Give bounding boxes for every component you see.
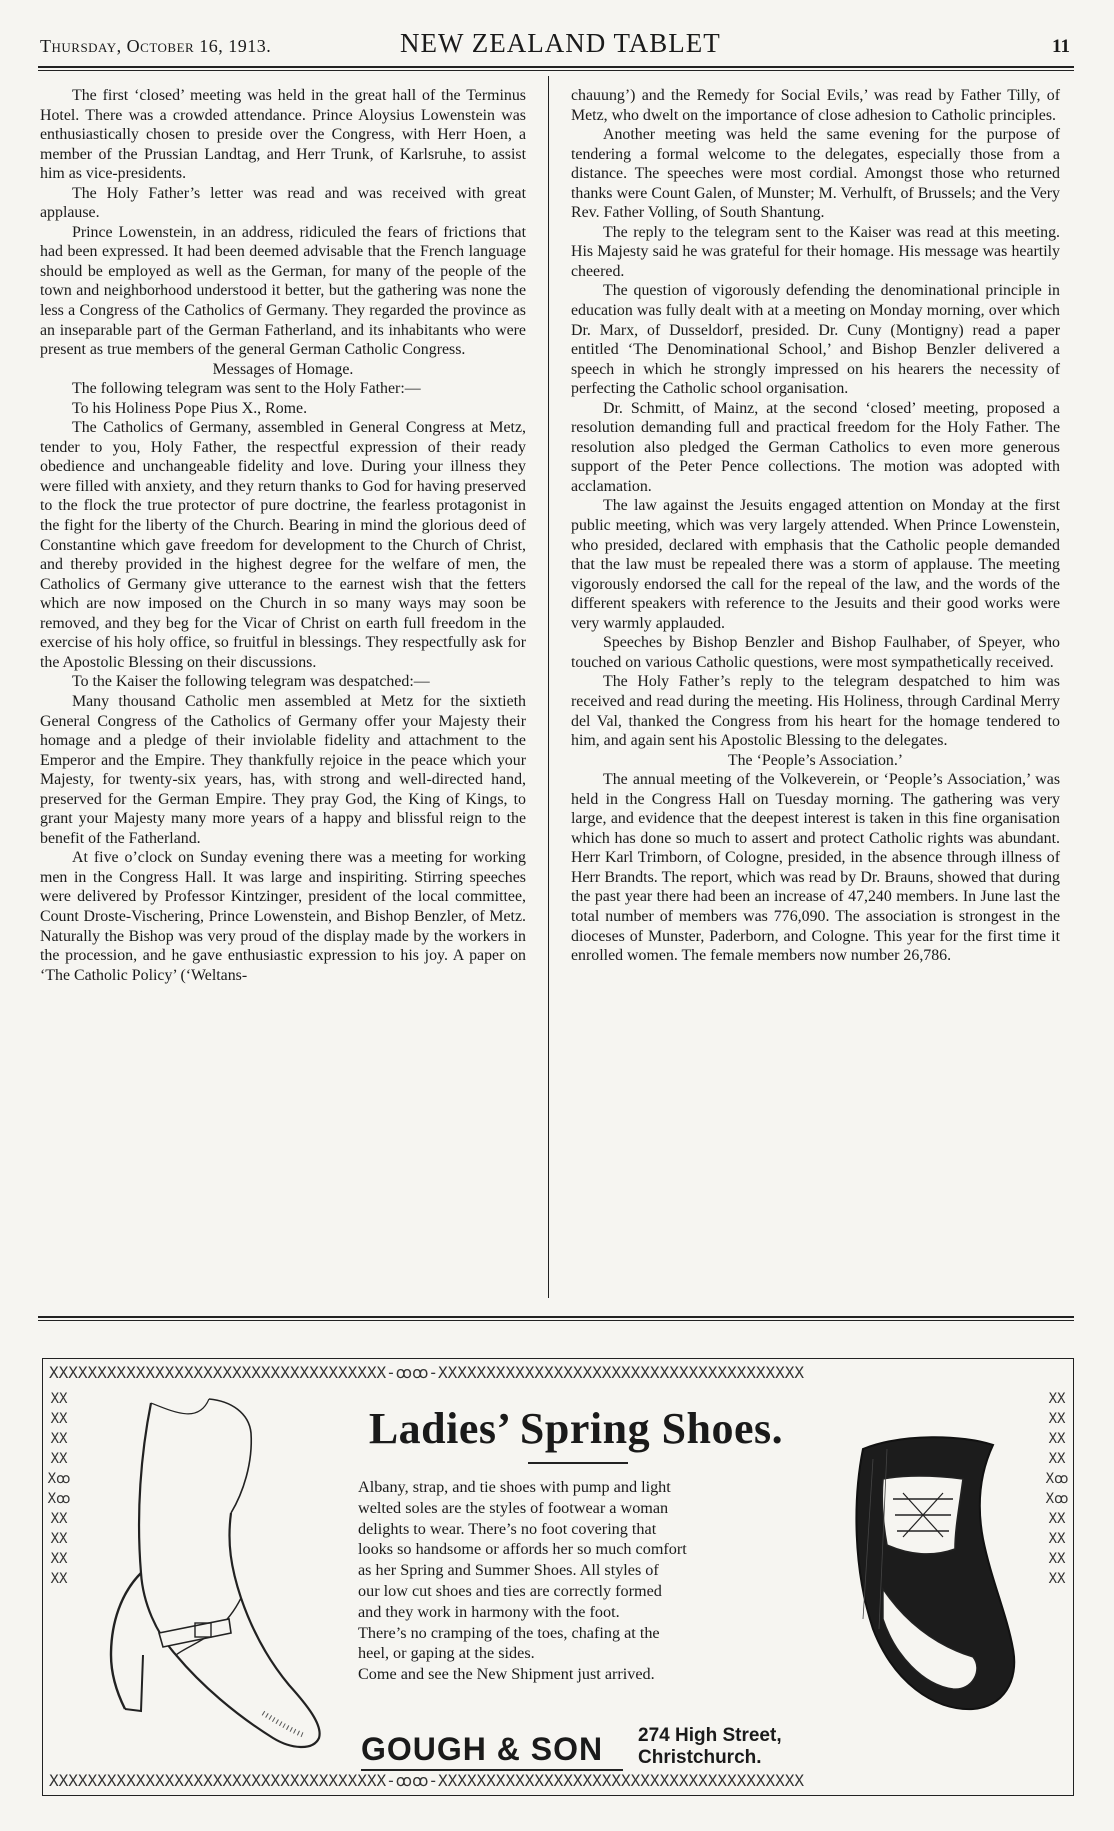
ornamental-border-left: XXXXXXXXXꝏXꝏXXXXXXXX bbox=[47, 1391, 71, 1587]
paragraph: The following telegram was sent to the Holy Father:— bbox=[72, 380, 421, 398]
strap-shoe-illustration bbox=[81, 1393, 331, 1763]
paragraph: Speeches by Bishop Benzler and Bishop Faulhaber, of Speyer, who touched on various Catholic questions, were most sympathetically received. bbox=[571, 634, 1060, 671]
ad-body-line: heel, or gaping at the sides. bbox=[358, 1644, 535, 1663]
paragraph: chauung’) and the Remedy for Social Evils,’ was read by Father Tilly, of Metz, who dwelt on the importance of close adhesion to Catholic principles. bbox=[571, 87, 1060, 124]
ad-body-line: our low cut shoes and ties are correctly formed bbox=[358, 1581, 662, 1600]
paragraph: The reply to the telegram sent to the Kaiser was read at this meeting. His Majesty said he was grateful for their homage. His message was heartily cheered. bbox=[571, 223, 1060, 280]
paragraph: At five o’clock on Sunday evening there was a meeting for working men in the Congress Hall. It was large and inspiriting. Stirring speeches were delivered by Professor Kintzinger, president of the local committee, Count Droste-Vischering, Prince Lowenstein, and Bishop Benzler, of Metz. Naturally the Bishop was very proud of the display made by the workers in the procession, and he gave enthusiastic expression to his joy. A paper on ‘The Catholic Policy’ (‘Weltans- bbox=[40, 849, 526, 984]
ad-body-line: delights to wear. There’s no foot covering that bbox=[358, 1519, 657, 1538]
paragraph: Dr. Schmitt, of Mainz, at the second ‘closed’ meeting, proposed a resolution demanding full and practical freedom for the Holy Father. The resolution also pledged the German Catholics to even more generous support of the Peter Pence collections. The motion was adopted with acclamation. bbox=[571, 399, 1060, 495]
paragraph: Many thousand Catholic men assembled at Metz for the sixtieth General Congress of the Catholics of Germany offer your Majesty their homage and a pledge of their inviolable fidelity and attachment to the Emperor and the Empire. They thankfully rejoice in the peace which your Majesty, for twenty-six years, has, with strong and well-directed hand, preserved for the German Empire. They pray God, the King of Kings, to grant your Majesty many more years of a happy and blissful reign to the benefit of the Fatherland. bbox=[40, 692, 526, 847]
address-line: 274 High Street, bbox=[638, 1725, 782, 1746]
firm-name: GOUGH & SON bbox=[361, 1731, 604, 1767]
shoe-advertisement bbox=[42, 1358, 1074, 1796]
column-divider bbox=[548, 76, 549, 1298]
header-rule bbox=[38, 66, 1074, 68]
ad-body-line: and they work in harmony with the foot. bbox=[358, 1602, 620, 1621]
page-header bbox=[40, 28, 1070, 64]
paragraph: Prince Lowenstein, in an address, ridiculed the fears of frictions that had been expressed. It had been deemed advisable that the French language should be employed as well as the German, for many of the people of the town and neighborhood understood it better, but the gathering was none the less a Congress of the Catholics of Germany. They regarded the province as an inseparable part of the German Fatherland, and its inhabitants who were present as true members of the general German Catholic Congress. bbox=[40, 223, 526, 359]
firm-rule bbox=[361, 1769, 623, 1771]
paragraph: The first ‘closed’ meeting was held in the great hall of the Terminus Hotel. There was a crowded attendance. Prince Aloysius Lowenstein was enthusiastically chosen to preside over the Congress, with Herr Hoen, a member of the Prussian Landtag, and Herr Trunk, of Karlsruhe, to assist him as vice-presidents. bbox=[40, 87, 526, 183]
article-column-left bbox=[40, 86, 526, 985]
ornamental-border-bottom: XXXXXXXXXXXXXXXXXXXXXXXXXXXXXXXXXXX-ꝏꝏ-XXXXXXXXXXXXXXXXXXXXXXXXXXXXXXXXXXXXXX bbox=[49, 1771, 805, 1790]
subheading: The ‘People’s Association.’ bbox=[727, 751, 904, 769]
ad-body bbox=[358, 1477, 794, 1685]
paragraph: The question of vigorously defending the denominational principle in education was fully dealt with at a meeting on Monday morning, over which Dr. Marx, of Dusseldorf, presided. Dr. Cuny (Montigny) read a paper entitled ‘The Denominational School,’ and Bishop Benzler delivered a speech in which he strongly impressed on his hearers the necessity of perfecting the Catholic school organisation. bbox=[571, 282, 1060, 398]
paragraph: Another meeting was held the same evening for the purpose of tendering a formal welcome to the delegates, especially those from a distance. The speeches were most cordial. Amongst those who returned thanks were Count Galen, of Munster; M. Verhulft, of Brussels; and the Very Rev. Father Volling, of South Shantung. bbox=[571, 126, 1060, 222]
subheading: Messages of Homage. bbox=[212, 360, 354, 378]
ornamental-border-top: XXXXXXXXXXXXXXXXXXXXXXXXXXXXXXXXXXX-ꝏꝏ-XXXXXXXXXXXXXXXXXXXXXXXXXXXXXXXXXXXXXX bbox=[49, 1363, 805, 1382]
ad-body-line: Albany, strap, and tie shoes with pump and light bbox=[358, 1478, 671, 1496]
section-rule-thin bbox=[38, 1320, 1074, 1321]
masthead-title: NEW ZEALAND TABLET bbox=[400, 28, 721, 58]
paragraph: The Holy Father’s reply to the telegram despatched to him was received and read during the meeting. His Holiness, through Cardinal Merry del Val, thanked the Congress from his heart for the homage tendered to him, and again sent his Apostolic Blessing to the delegates. bbox=[571, 673, 1060, 750]
page-number: 11 bbox=[1052, 36, 1070, 57]
ornamental-border-right: XXXXXXXXXꝏXꝏXXXXXXXX bbox=[1045, 1391, 1069, 1587]
address-line: Christchurch. bbox=[638, 1747, 762, 1768]
section-rule bbox=[38, 1316, 1074, 1318]
ad-body-line: There’s no cramping of the toes, chafing at the bbox=[358, 1623, 660, 1642]
tie-shoe-illustration bbox=[823, 1419, 1033, 1719]
paragraph: The law against the Jesuits engaged attention on Monday at the first public meeting, which was very largely attended. When Prince Lowenstein, who presided, declared with emphasis that the Catholic people demanded that the law must be repealed there was a storm of applause. The meeting vigorously endorsed the call for the repeal of the law, and the words of the different speakers with reference to the Jesuits and their good works were very warmly applauded. bbox=[571, 497, 1060, 632]
ad-headline: Ladies’ Spring Shoes. bbox=[368, 1404, 784, 1453]
paragraph: To his Holiness Pope Pius X., Rome. bbox=[72, 399, 308, 417]
ad-body-line: welted soles are the styles of footwear a woman bbox=[358, 1498, 669, 1517]
headline-rule bbox=[528, 1462, 628, 1464]
header-rule-thin bbox=[38, 70, 1074, 71]
ad-body-line: as her Spring and Summer Shoes. All styles of bbox=[358, 1561, 659, 1580]
paragraph: The annual meeting of the Volkeverein, or ‘People’s Association,’ was held in the Congress Hall on Tuesday morning. The gathering was very large, and evidence that the deepest interest is taken in this fine organisation which has done so much to assert and protect Catholic rights was abundant. Herr Karl Trimborn, of Cologne, presided, in the absence through illness of Herr Brandts. The report, which was read by Dr. Brauns, showed that during the past year there had been an increase of 47,240 members. In June last the total number of members was 776,090. The association is strongest in the dioceses of Munster, Paderborn, and Cologne. This year for the first time it enrolled women. The female members now number 26,786. bbox=[571, 771, 1060, 965]
paragraph: The Holy Father’s letter was read and was received with great applause. bbox=[40, 184, 526, 222]
issue-date: Thursday, October 16, 1913. bbox=[40, 36, 272, 56]
ad-body-line: Come and see the New Shipment just arrived. bbox=[358, 1665, 655, 1684]
firm-address bbox=[638, 1725, 782, 1769]
paragraph: To the Kaiser the following telegram was despatched:— bbox=[72, 673, 430, 691]
paragraph: The Catholics of Germany, assembled in General Congress at Metz, tender to you, Holy Father, the respectful expression of their ready obedience and unchangeable fidelity and love. During your illness they were filled with anxiety, and they return thanks to God for having preserved to the flock the true protector of pure doctrine, the fearless protagonist in the fight for the liberty of the Church. Bearing in mind the glorious deed of Constantine which gave freedom for development to the Church of Christ, and thereby provided in the highest degree for the welfare of men, the Catholics of Germany give utterance to the earnest wish that the fetters which are now imposed on the Church in so many ways may soon be removed, and they beg for the Vicar of Christ on earth full freedom in the exercise of his holy office, so fruitful in blessings. They respectfully ask for the Apostolic Blessing on their discussions. bbox=[40, 419, 526, 671]
ad-body-line: looks so handsome or affords her so much comfort bbox=[358, 1540, 687, 1559]
article-column-right bbox=[571, 86, 1060, 966]
